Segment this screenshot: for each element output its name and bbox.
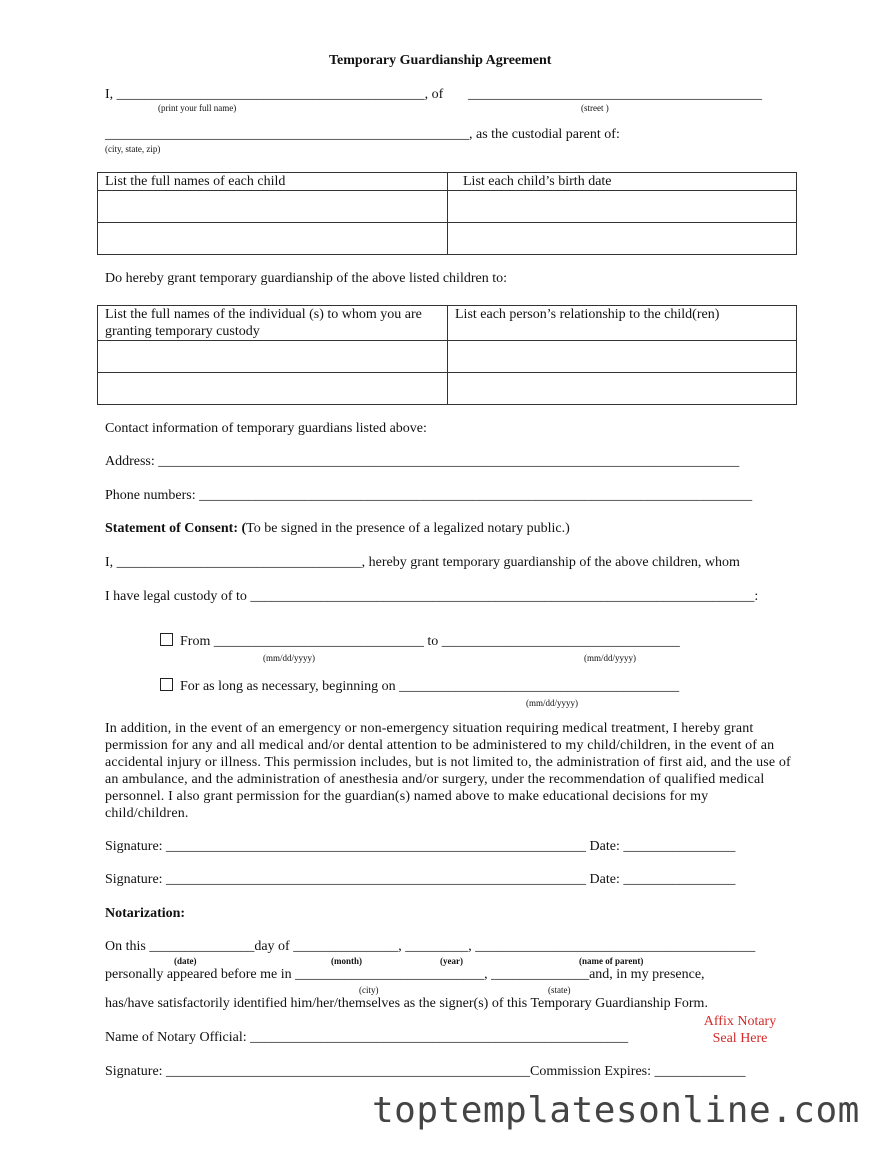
beginning-field[interactable]: For as long as necessary, beginning on ________________________________________ <box>180 679 680 694</box>
guardian-relationship-header: List each person’s relationship to the child(ren) <box>448 306 797 341</box>
children-name-header: List the full names of each child <box>98 173 448 191</box>
notary-seal-area <box>700 1013 780 1047</box>
contact-heading: Contact information of temporary guardians listed above: <box>105 421 427 436</box>
as-long-option[interactable] <box>160 678 679 695</box>
city-state-zip-field[interactable]: ____________________________________________________, as the custodial parent of: <box>105 127 620 142</box>
consent-heading <box>105 521 570 537</box>
city-caption: (city, state, zip) <box>105 144 161 154</box>
consent-name-field[interactable]: I, ___________________________________, hereby grant temporary guardianship of the above children, whom <box>105 555 740 570</box>
from-to-option[interactable] <box>160 633 680 650</box>
consent-heading-bold: Statement of Consent: ( <box>105 521 247 536</box>
from-date-caption: (mm/dd/yyyy) <box>263 653 315 663</box>
page-title: Temporary Guardianship Agreement <box>329 53 552 68</box>
date-caption: (date) <box>174 956 197 966</box>
name-caption: (print your full name) <box>158 103 237 113</box>
guardian-name-cell[interactable] <box>98 341 448 373</box>
parent-caption: (name of parent) <box>579 956 644 966</box>
seal-line-2: Seal Here <box>712 1031 768 1046</box>
as-long-checkbox[interactable] <box>160 678 173 691</box>
children-table <box>97 172 797 255</box>
guardian-name-header: List the full names of the individual (s) to whom you are granting temporary custody <box>98 306 448 341</box>
guardian-name-cell[interactable] <box>98 373 448 405</box>
city-caption-notary: (city) <box>359 985 379 995</box>
children-birthdate-header: List each child’s birth date <box>448 173 797 191</box>
month-caption: (month) <box>331 956 362 966</box>
consent-heading-rest: To be signed in the presence of a legalized notary public.) <box>246 521 570 536</box>
state-caption: (state) <box>548 985 571 995</box>
notary-date-field[interactable]: On this _______________day of _______________, _________, ________________________________________ <box>105 939 756 954</box>
guardians-table <box>97 305 797 405</box>
watermark-logo: toptemplatesonline.com <box>372 1090 860 1131</box>
child-name-cell[interactable] <box>98 191 448 223</box>
guardian-relationship-cell[interactable] <box>448 373 797 405</box>
appeared-location-field[interactable]: personally appeared before me in ___________________________, ______________and, in my presence, <box>105 967 705 982</box>
seal-line-1: Affix Notary <box>703 1014 777 1029</box>
signature-line[interactable]: Signature: ____________________________________________________________ Date: ________________ <box>105 839 736 854</box>
custody-field[interactable]: I have legal custody of to ________________________________________________________________________: <box>105 589 759 604</box>
street-caption: (street ) <box>581 103 609 113</box>
year-caption: (year) <box>440 956 463 966</box>
signature-line[interactable]: Signature: ____________________________________________________________ Date: ________________ <box>105 872 736 887</box>
child-name-cell[interactable] <box>98 223 448 255</box>
to-date-caption: (mm/dd/yyyy) <box>584 653 636 663</box>
notary-signature-field[interactable]: Signature: ____________________________________________________Commission Expires: _____________ <box>105 1064 746 1079</box>
address-field[interactable]: Address: ___________________________________________________________________________________ <box>105 454 740 469</box>
child-birthdate-cell[interactable] <box>448 223 797 255</box>
phone-field[interactable]: Phone numbers: _______________________________________________________________________________ <box>105 488 753 503</box>
medical-permission-paragraph: In addition, in the event of an emergency or non-emergency situation requiring medical treatment, I hereby grant permission for any and all medical and/or dental attention to be administered to my child/children, in the event of an accidental injury or illness. This permission includes, but is not limited to, the administration of first aid, and the use of an ambulance, and the administration of anesthesia and/or surgery, under the recommendation of qualified medical personnel. I also grant permission for the guardian(s) named above to make educational decisions for my child/children. <box>105 721 791 821</box>
notarization-heading: Notarization: <box>105 906 186 921</box>
from-to-field[interactable]: From ______________________________ to __________________________________ <box>180 634 680 649</box>
from-checkbox[interactable] <box>160 633 173 646</box>
identification-statement: has/have satisfactorily identified him/her/themselves as the signer(s) of this Temporary Guardianship Form. <box>105 996 708 1011</box>
child-birthdate-cell[interactable] <box>448 191 797 223</box>
notary-official-field[interactable]: Name of Notary Official: ______________________________________________________ <box>105 1030 629 1045</box>
beginning-date-caption: (mm/dd/yyyy) <box>526 698 578 708</box>
full-name-field[interactable]: I, ____________________________________________, of <box>105 87 444 102</box>
guardian-relationship-cell[interactable] <box>448 341 797 373</box>
grant-text: Do hereby grant temporary guardianship of the above listed children to: <box>105 271 507 286</box>
street-field[interactable]: __________________________________________ <box>468 87 762 102</box>
